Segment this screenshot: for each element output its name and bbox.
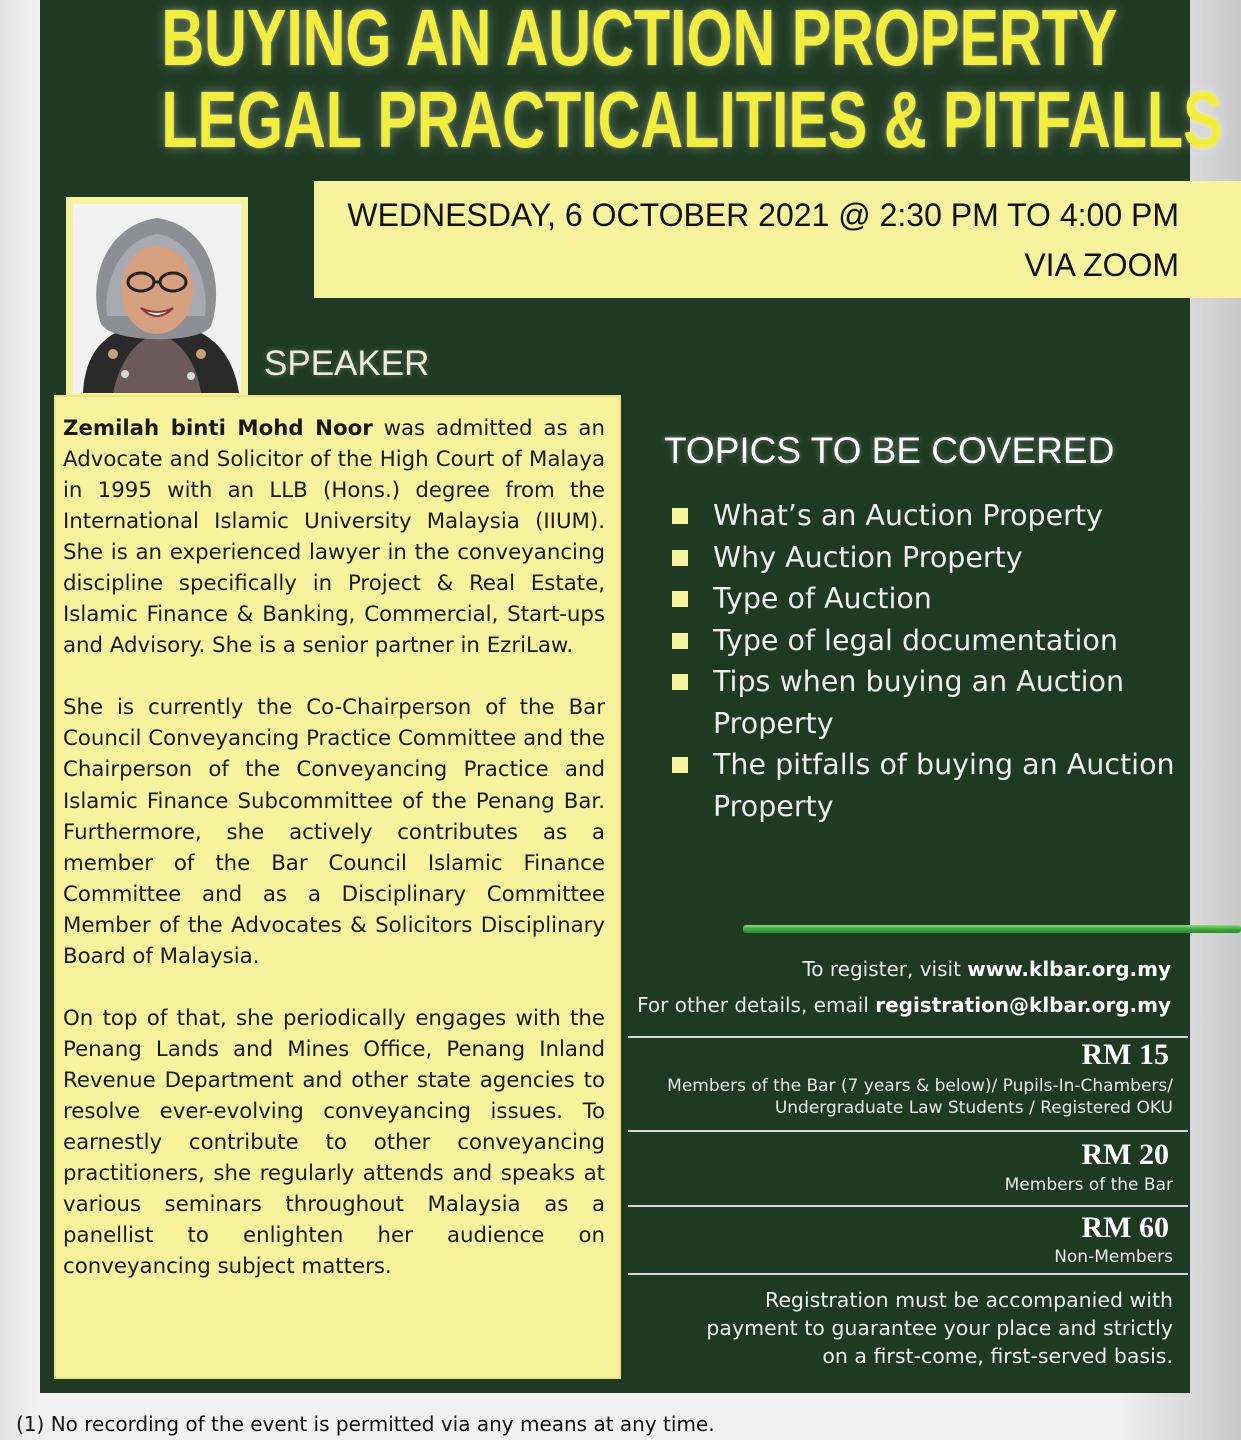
topic-item: Type of legal documentation [672, 620, 1192, 662]
register-link[interactable]: www.klbar.org.my [967, 957, 1171, 981]
price-tier-1: RM 15 [1081, 1038, 1169, 1071]
topic-item: The pitfalls of buying an Auction Property [672, 744, 1192, 827]
topics-heading: TOPICS TO BE COVERED [664, 430, 1115, 471]
bio-paragraph-3: On top of that, she periodically engages with the Penang Lands and Mines Office, Penang Inland Revenue Department and other state agencies to resolve ever-evolving conveyancing issues. To earnestly contribute to other conveyancing practitioners, she regularly attends and speaks at various seminars throughout Malaysia as a panellist to enlighten her audience on conveyancing subject matters. [63, 1005, 605, 1280]
title-line-2: LEGAL PRACTICALITIES & PITFALLS [161, 75, 1223, 164]
event-info-box [314, 181, 1241, 298]
topic-item: What’s an Auction Property [672, 495, 1192, 537]
price-tier-2: RM 20 [1081, 1138, 1169, 1171]
price-rule [628, 1273, 1188, 1275]
footnote: (1) No recording of the event is permitted via any means at any time. [16, 1412, 715, 1436]
registration-email-link[interactable]: registration@klbar.org.my [875, 993, 1171, 1017]
topic-item: Tips when buying an Auction Property [672, 661, 1192, 744]
price-rule [628, 1205, 1188, 1207]
topic-item: Type of Auction [672, 578, 1192, 620]
email-line: For other details, email registration@klbar.org.my [637, 993, 1171, 1017]
topics-list [672, 495, 1192, 827]
price-tier-3-desc: Non-Members [1054, 1247, 1173, 1267]
price-rule [628, 1130, 1188, 1132]
bio-paragraph-1-text: was admitted as an Advocate and Solicitor of the High Court of Malaya in 1995 with an LLB (Hons.) degree from the International Islamic University Malaysia (IIUM). She is an experienced lawyer in the conveyancing discipline specifically in Project & Real Estate, Islamic Finance & Banking, Commercial, Start-ups and Advisory. She is a senior partner in EzriLaw. [63, 416, 605, 659]
register-line: To register, visit www.klbar.org.my [802, 957, 1171, 981]
square-bullet-icon [672, 508, 688, 524]
speaker-photo [73, 204, 241, 393]
registration-note: Registration must be accompanied with payment to guarantee your place and strictly on a first-come, first-served basis. [706, 1288, 1173, 1368]
price-tier-2-desc: Members of the Bar [1004, 1175, 1173, 1195]
square-bullet-icon [672, 674, 688, 690]
square-bullet-icon [672, 757, 688, 773]
square-bullet-icon [672, 550, 688, 566]
bio-paragraph-1 [63, 413, 605, 661]
price-tier-1-desc-line-2: Undergraduate Law Students / Registered OKU [774, 1098, 1173, 1118]
speaker-photo-frame [66, 197, 248, 400]
square-bullet-icon [672, 591, 688, 607]
square-bullet-icon [672, 633, 688, 649]
event-venue: VIA ZOOM [1024, 247, 1179, 283]
topic-item: Why Auction Property [672, 537, 1192, 579]
price-tier-3: RM 60 [1081, 1211, 1169, 1244]
speaker-bio [54, 395, 621, 1379]
bio-paragraph-2: She is currently the Co-Chairperson of the Bar Council Conveyancing Practice Committee and the Chairperson of the Conveyancing Practice and Islamic Finance Subcommittee of the Penang Bar. Furthermore, she actively contributes as a member of the Bar Council Islamic Finance Committee and as a Disciplinary Committee Member of the Advocates & Solicitors Disciplinary Board of Malaysia. [63, 695, 605, 969]
price-tier-1-desc-line-1: Members of the Bar (7 years & below)/ Pupils-In-Chambers/ [667, 1076, 1173, 1096]
speaker-heading: SPEAKER [264, 344, 430, 383]
event-date-time: WEDNESDAY, 6 OCTOBER 2021 @ 2:30 PM TO 4:00 PM [347, 197, 1179, 233]
green-divider [743, 925, 1241, 933]
speaker-name: Zemilah binti Mohd Noor [63, 416, 373, 441]
title-line-1: BUYING AN AUCTION PROPERTY [161, 0, 1118, 82]
